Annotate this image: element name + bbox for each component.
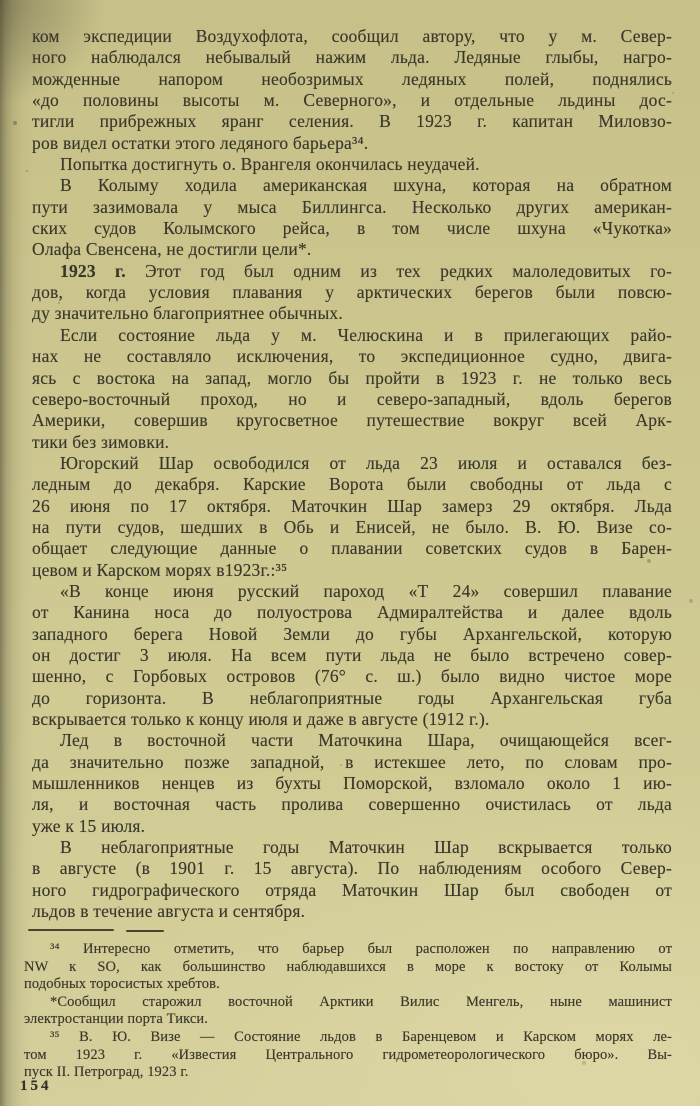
text-line: на пути судов, шедших в Обь и Енисей, не было. В. Ю. Визе со- <box>32 516 672 537</box>
main-text-column <box>32 26 672 922</box>
text-line: цевом и Карском морях в1923г.:³⁵ <box>32 559 288 580</box>
text-line: «до половины высоты м. Северного», и отдельные льдины дос- <box>32 90 672 111</box>
text-line: Попытка достигнуть о. Врангеля окончилась неудачей. <box>60 154 480 175</box>
paragraph <box>32 581 672 730</box>
paragraph <box>24 1029 672 1082</box>
text-line: ских судов Колымского рейса, в том числе шхуна «Чукотка» <box>32 218 672 239</box>
text-line: Югорский Шар освободился от льда 23 июля и оставался без- <box>60 452 672 473</box>
bold-lead: 1923 г. <box>60 260 146 281</box>
paragraph <box>32 261 672 325</box>
text-line: ного наблюдался небывалый нажим льда. Ледяные глыбы, нагро- <box>32 47 672 68</box>
text-line: общает следующие данные о плавании советских судов в Барен- <box>32 538 672 559</box>
footnotes-section <box>24 941 672 1082</box>
text-line: пуск II. Петроград, 1923 г. <box>24 1064 189 1081</box>
paragraph <box>32 837 672 922</box>
text-line: вскрывается только к концу июля и даже в августе (1912 г.). <box>32 709 490 729</box>
text-line: от Канина носа до полуострова Адмиралтейства и далее вдоль <box>32 602 672 623</box>
text-line: уже к 15 июля. <box>32 815 146 836</box>
page-number: 154 <box>20 1078 52 1094</box>
paragraph <box>32 730 672 837</box>
text-line: электростанции порта Тикси. <box>24 1011 209 1028</box>
text-line: ясь с востока на запад, могло бы пройти в 1923 г. не только весь <box>32 367 672 388</box>
text-line: тигли прибрежных яранг селения. В 1923 г. капитан Миловзо- <box>32 111 672 132</box>
text-line: да значительно позже западной, в истекшее лето, по словам про- <box>32 751 672 772</box>
paragraph <box>32 154 672 175</box>
text-line: дов, когда условия плавания у арктических берегов были повсю- <box>32 282 672 303</box>
text-line: северо-восточный проход, но и северо-западный, вдоль берегов <box>32 388 672 409</box>
paragraph <box>32 325 672 453</box>
text-line: нах не составляло исключения, то экспедиционное судно, двига- <box>32 346 672 367</box>
text-line: западного берега Новой Земли до губы Архангельской, которую <box>32 623 672 644</box>
paragraph <box>32 453 672 581</box>
text-line: ледным до декабря. Карские Ворота были свободны от льда с <box>32 474 672 495</box>
paragraph <box>24 941 672 994</box>
footnote-separator-dash <box>28 929 114 931</box>
text-line: он достиг 3 июля. На всем пути льда не было встречено совер- <box>32 644 672 665</box>
text-line: В Колыму ходила американская шхуна, которая на обратном <box>60 175 672 196</box>
text-line: 26 июня по 17 октября. Маточкин Шар замерз 29 октября. Льда <box>32 495 672 516</box>
paragraph <box>32 175 672 260</box>
text-line: Олафа Свенсена, не достигли цели*. <box>32 239 312 260</box>
footnote-separator <box>28 929 188 932</box>
text-line: пути зазимовала у мыса Биллингса. Несколько других американ- <box>32 196 672 217</box>
text-line: том 1923 г. «Известия Центрального гидрометеорологического бюро». Вы- <box>24 1046 672 1063</box>
text-line: шенно, с Горбовых островов (76° с. ш.) было видно чистое море <box>32 666 672 687</box>
text-line: ного гидрографического отряда Маточкин Шар был свободен от <box>32 879 672 900</box>
text-line: NW к SO, как большинство наблюдавшихся в море к востоку от Колымы <box>24 958 672 975</box>
text-line: «В конце июня русский пароход «Т 24» совершил плавание <box>60 580 672 601</box>
text-line: мышленников ненцев из бухты Поморской, взломало около 1 ию- <box>32 773 672 794</box>
text-line: ³⁵ В. Ю. Визе — Состояние льдов в Баренцевом и Карском морях ле- <box>50 1028 672 1045</box>
text-line: 1923 г. Этот год был одним из тех редких малоледовитых го- <box>60 260 672 281</box>
text-line: ду значительно благоприятнее обычных. <box>32 303 343 324</box>
paper-specks <box>0 0 2 2</box>
text-line: В неблагоприятные годы Маточкин Шар вскрывается только <box>60 837 672 858</box>
text-line: *Сообщил старожил восточной Арктики Вилис Менгель, ныне машинист <box>50 993 672 1010</box>
text-line: до горизонта. В неблагоприятные годы Архангельская губа <box>32 687 672 708</box>
text-line: ком экспедиции Воздухофлота, сообщил автору, что у м. Север- <box>32 26 672 46</box>
text-line: Если состояние льда у м. Челюскина и в прилегающих райо- <box>60 324 672 345</box>
footnote-separator-dash <box>126 930 164 932</box>
paragraph <box>24 994 672 1029</box>
text-line: в августе (в 1901 г. 15 августа). По наблюдениям особого Север- <box>32 858 672 879</box>
text-line: можденные напором необозримых ледяных полей, поднялись <box>32 68 672 89</box>
text-line: Америки, совершив кругосветное путешествие вокруг всей Арк- <box>32 410 672 431</box>
text-line: ров видел остатки этого ледяного барьера³⁴. <box>32 132 369 153</box>
text-line: тики без зимовки. <box>32 431 170 452</box>
text-line: ля, и восточная часть пролива совершенно очистилась от льда <box>32 794 672 815</box>
text-line: ³⁴ Интересно отметить, что барьер был расположен по направлению от <box>50 941 672 957</box>
text-line: Лед в восточной части Маточкина Шара, очищающейся всег- <box>60 730 672 751</box>
text-line: льдов в течение августа и сентября. <box>32 901 306 922</box>
text-line: подобных торосистых хребтов. <box>24 976 220 993</box>
paragraph <box>32 26 672 154</box>
